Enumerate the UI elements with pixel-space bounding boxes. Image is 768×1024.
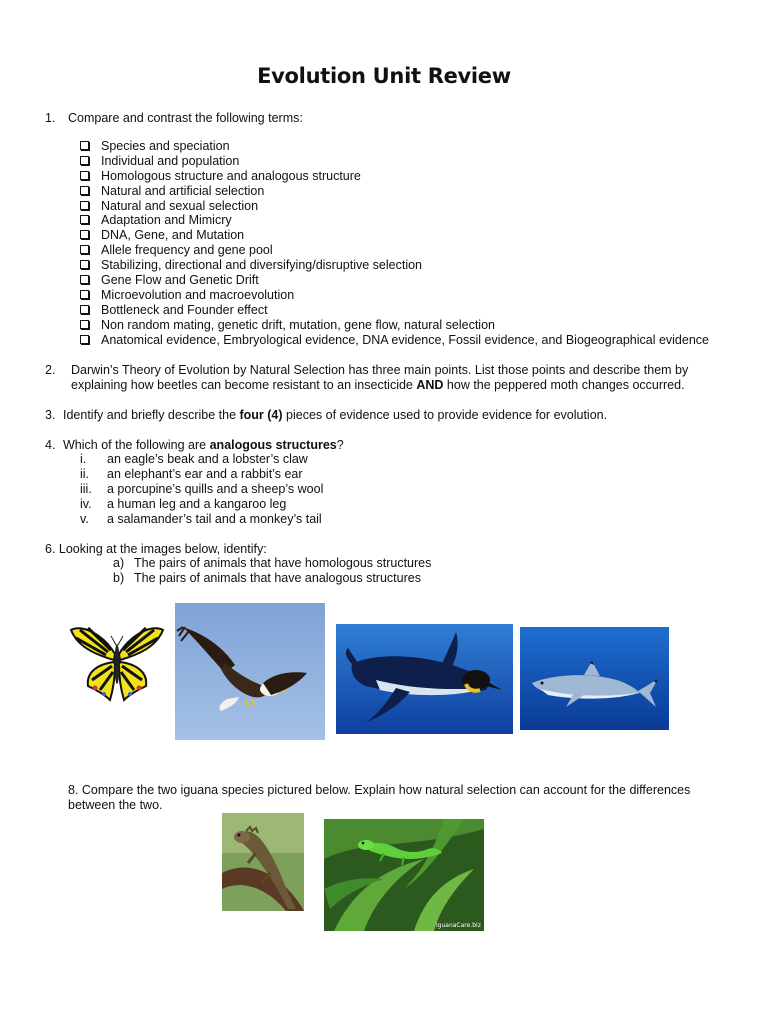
- option-text: a salamander’s tail and a monkey’s tail: [107, 512, 322, 526]
- question-2-line2a: explaining how beetles can become resistant to an insecticide: [71, 378, 417, 392]
- checklist-item-label: Non random mating, genetic drift, mutation, gene flow, natural selection: [101, 317, 495, 332]
- question-6-options: [113, 556, 431, 586]
- option-item: [80, 482, 323, 497]
- option-number: iv.: [80, 497, 92, 511]
- option-number: ii.: [80, 467, 90, 481]
- option-text: an elephant’s ear and a rabbit’s ear: [107, 467, 303, 481]
- checkbox-icon: [80, 215, 89, 224]
- question-2-continued: [71, 378, 685, 393]
- shark-image: [520, 627, 669, 730]
- checklist-item: [80, 243, 709, 258]
- question-2-and: AND: [416, 378, 444, 392]
- checkbox-icon: [80, 275, 89, 284]
- checklist-item: [80, 228, 709, 243]
- option-number: i.: [80, 452, 87, 466]
- checklist-item-label: Microevolution and macroevolution: [101, 287, 295, 302]
- checkbox-icon: [80, 230, 89, 239]
- option-item: [80, 497, 323, 512]
- checklist-item-label: Natural and sexual selection: [101, 198, 259, 213]
- green-iguana-image: [324, 819, 484, 931]
- option-item: [113, 571, 431, 586]
- question-3-bold: four (4): [239, 408, 283, 422]
- option-item: [113, 556, 431, 571]
- question-2-line1: Darwin’s Theory of Evolution by Natural Selection has three main points. List those points and describe them by: [71, 363, 689, 377]
- question-2-line2b: how the peppered moth changes occurred.: [443, 378, 685, 392]
- checklist-item-label: Gene Flow and Genetic Drift: [101, 273, 259, 288]
- checklist-item-label: Allele frequency and gene pool: [101, 243, 273, 258]
- brown-iguana-image: [222, 813, 304, 911]
- question-3-text-b: pieces of evidence used to provide evidence for evolution.: [282, 408, 608, 422]
- checkbox-icon: [80, 141, 89, 150]
- option-item: [80, 512, 323, 527]
- checklist-item-label: Adaptation and Mimicry: [101, 213, 232, 228]
- checkbox-icon: [80, 290, 89, 299]
- checkbox-icon: [80, 171, 89, 180]
- checklist-item-label: Individual and population: [101, 153, 240, 168]
- eagle-image: [175, 603, 325, 740]
- penguin-image: [336, 624, 513, 734]
- option-letter: b): [113, 571, 125, 585]
- option-number: iii.: [80, 482, 92, 496]
- question-2: [45, 363, 688, 378]
- question-8-line1: 8. Compare the two iguana species pictured below. Explain how natural selection can account for the differences: [68, 783, 691, 797]
- question-2-number: 2.: [45, 363, 56, 377]
- option-letter: a): [113, 556, 125, 570]
- question-4-options: [80, 452, 323, 527]
- checklist-item: [80, 184, 709, 199]
- option-item: [80, 452, 323, 467]
- watermark: iguanaCare.biz: [436, 922, 481, 929]
- checklist-item-label: Natural and artificial selection: [101, 183, 265, 198]
- question-8-line2: between the two.: [68, 798, 163, 812]
- checklist-item: [80, 318, 709, 333]
- checklist-item: [80, 288, 709, 303]
- option-item: [80, 467, 323, 482]
- checklist-item-label: Homologous structure and analogous structure: [101, 168, 361, 183]
- question-1: [45, 111, 303, 126]
- option-text: a human leg and a kangaroo leg: [107, 497, 287, 511]
- checklist: [80, 139, 709, 347]
- option-number: v.: [80, 512, 89, 526]
- question-4: [45, 438, 344, 453]
- page-title: Evolution Unit Review: [257, 64, 511, 88]
- checklist-item: [80, 213, 709, 228]
- checklist-item: [80, 303, 709, 318]
- checklist-item: [80, 154, 709, 169]
- checklist-item-label: Bottleneck and Founder effect: [101, 302, 268, 317]
- checklist-item: [80, 258, 709, 273]
- checklist-item-label: Species and speciation: [101, 139, 230, 153]
- option-text: The pairs of animals that have homologous structures: [134, 556, 432, 570]
- checkbox-icon: [80, 156, 89, 165]
- checklist-item: [80, 333, 709, 348]
- option-text: a porcupine’s quills and a sheep’s wool: [107, 482, 324, 496]
- checklist-item: [80, 199, 709, 214]
- question-3: [45, 408, 607, 423]
- question-6: 6. Looking at the images below, identify:: [45, 542, 267, 556]
- checkbox-icon: [80, 305, 89, 314]
- option-text: an eagle’s beak and a lobster’s claw: [107, 452, 308, 466]
- checklist-item-label: Anatomical evidence, Embryological evidence, DNA evidence, Fossil evidence, and Biogeographical evidence: [101, 332, 709, 347]
- question-3-number: 3.: [45, 408, 56, 422]
- checklist-item: [80, 139, 709, 154]
- checkbox-icon: [80, 201, 89, 210]
- checkbox-icon: [80, 335, 89, 344]
- checkbox-icon: [80, 260, 89, 269]
- checklist-item: [80, 169, 709, 184]
- question-4-text-b: ?: [336, 438, 344, 452]
- question-3-text-a: Identify and briefly describe the: [63, 408, 240, 422]
- question-1-number: 1.: [45, 111, 56, 125]
- question-4-text-a: Which of the following are: [63, 438, 210, 452]
- butterfly-image: [68, 620, 166, 706]
- checklist-item-label: Stabilizing, directional and diversifying/disruptive selection: [101, 258, 423, 273]
- checkbox-icon: [80, 186, 89, 195]
- checklist-item-label: DNA, Gene, and Mutation: [101, 228, 245, 243]
- checkbox-icon: [80, 320, 89, 329]
- question-1-text: Compare and contrast the following terms:: [68, 111, 303, 125]
- option-text: The pairs of animals that have analogous structures: [134, 571, 421, 585]
- question-4-number: 4.: [45, 438, 56, 452]
- checkbox-icon: [80, 245, 89, 254]
- question-4-bold: analogous structures: [209, 438, 337, 452]
- checklist-item: [80, 273, 709, 288]
